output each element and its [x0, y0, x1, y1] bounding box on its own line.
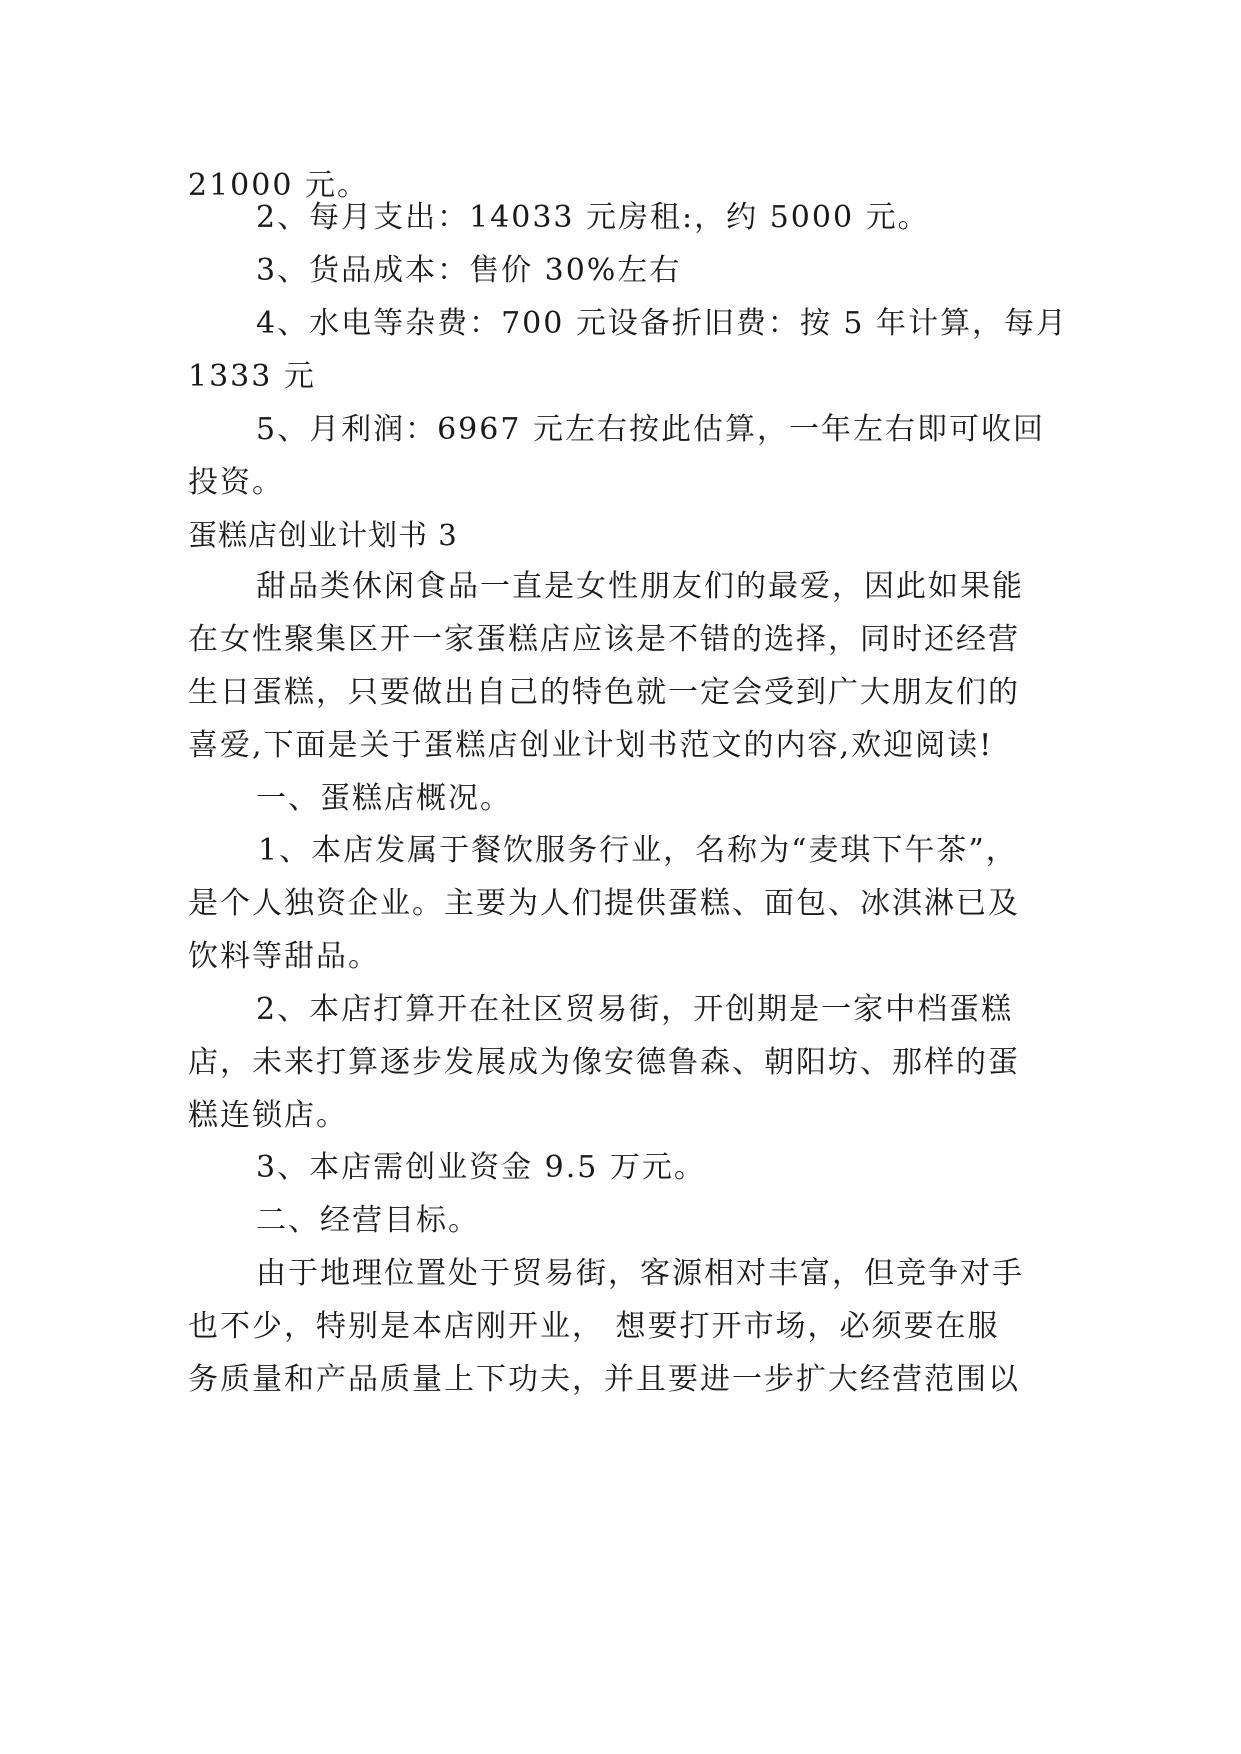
text-line: 由于地理位置处于贸易街，客源相对丰富，但竞争对手	[256, 1256, 1024, 1291]
text-line: 3、货品成本：售价 30%左右	[256, 253, 682, 288]
text-line: 1、本店发属于餐饮服务行业，名称为“麦琪下午茶”，	[258, 833, 1018, 868]
text-line: 饮料等甜品。	[188, 939, 380, 974]
text-line: 1333 元	[188, 359, 316, 394]
text-line: 喜爱,下面是关于蛋糕店创业计划书范文的内容,欢迎阅读!	[188, 728, 994, 763]
text-line: 21000 元。	[188, 168, 369, 203]
text-line: 4、水电等杂费：700 元设备折旧费：按 5 年计算，每月	[256, 306, 1069, 341]
text-line: 是个人独资企业。主要为人们提供蛋糕、面包、冰淇淋已及	[188, 886, 1020, 921]
text-line: 投资。	[188, 465, 284, 500]
text-line: 3、本店需创业资金 9.5 万元。	[256, 1150, 706, 1185]
text-line: 2、每月支出：14033 元房租:，约 5000 元。	[256, 200, 930, 235]
subsection-heading: 一、蛋糕店概况。	[256, 781, 512, 816]
text-line: 糕连锁店。	[188, 1098, 348, 1133]
text-line: 店，未来打算逐步发展成为像安德鲁森、朝阳坊、那样的蛋	[188, 1045, 1020, 1080]
subsection-heading: 二、经营目标。	[256, 1203, 480, 1238]
text-line: 2、本店打算开在社区贸易街，开创期是一家中档蛋糕	[256, 992, 1014, 1027]
text-line: 生日蛋糕，只要做出自己的特色就一定会受到广大朋友们的	[188, 675, 1020, 710]
text-line: 甜品类休闲食品一直是女性朋友们的最爱，因此如果能	[256, 569, 1024, 604]
text-line: 5、月利润：6967 元左右按此估算，一年左右即可收回	[256, 412, 1045, 447]
text-line: 务质量和产品质量上下功夫，并且要进一步扩大经营范围以	[188, 1362, 1020, 1397]
section-heading: 蛋糕店创业计划书 3	[188, 518, 458, 552]
text-line: 在女性聚集区开一家蛋糕店应该是不错的选择，同时还经营	[188, 622, 1020, 657]
text-line: 也不少，特别是本店刚开业， 想要打开市场，必须要在服	[188, 1309, 1000, 1344]
